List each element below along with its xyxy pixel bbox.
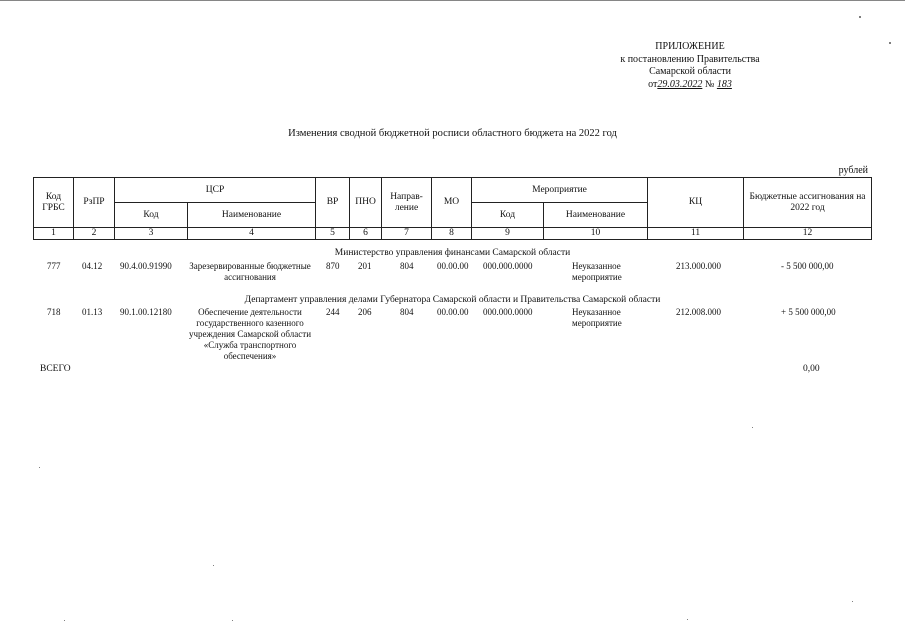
appendix-date-line (560, 79, 820, 92)
cell-direction: 804 (400, 261, 414, 271)
header-event-name: Наименование (544, 203, 648, 228)
scan-speck (852, 601, 853, 602)
cell-event-name: Неуказанное мероприятие (572, 307, 622, 328)
col-number: 11 (648, 228, 744, 240)
cell-csr-name: Зарезервированные бюджетные ассигнования (189, 261, 311, 282)
col-number: 7 (382, 228, 432, 240)
page-top-border (0, 0, 905, 1)
col-number: 9 (472, 228, 544, 240)
header-event: Мероприятие (472, 178, 648, 203)
appendix-region: Самарской области (649, 66, 731, 77)
cell-mo: 00.00.00 (437, 261, 469, 271)
header-mo: МО (432, 178, 472, 228)
header-pno: ПНО (350, 178, 382, 228)
total-value: 0,00 (803, 364, 820, 374)
header-vr: ВР (316, 178, 350, 228)
decree-number: 183 (716, 78, 732, 90)
cell-amount: + 5 500 000,00 (781, 307, 836, 317)
decree-date: 29.03.2022 (657, 78, 703, 90)
cell-kc: 212.008.000 (676, 307, 721, 317)
scan-speck (752, 427, 753, 428)
appendix-block (560, 41, 820, 91)
col-number: 1 (34, 228, 74, 240)
col-number: 4 (188, 228, 316, 240)
scan-speck (859, 16, 861, 18)
appendix-title: ПРИЛОЖЕНИЕ (655, 41, 725, 52)
from-label: от (648, 78, 658, 90)
cell-event-kod: 000.000.0000 (483, 261, 533, 271)
cell-direction: 804 (400, 307, 414, 317)
cell-grbs: 718 (47, 307, 61, 317)
cell-kc: 213.000.000 (676, 261, 721, 271)
header-kod-grbs: Код ГРБС (34, 178, 74, 228)
scan-speck (64, 620, 65, 621)
header-rzpr: РзПР (74, 178, 115, 228)
cell-rzpr: 01.13 (82, 307, 103, 317)
cell-csr-kod: 90.1.00.12180 (120, 307, 172, 317)
scan-speck (39, 467, 40, 468)
header-event-kod: Код (472, 203, 544, 228)
cell-mo: 00.00.00 (437, 307, 469, 317)
scan-speck (687, 619, 688, 620)
cell-csr-kod: 90.4.00.91990 (120, 261, 172, 271)
scan-speck (232, 620, 233, 621)
department-heading: Министерство управления финансами Самарской области (334, 248, 571, 258)
col-number: 10 (544, 228, 648, 240)
header-table (33, 177, 872, 240)
col-number: 12 (744, 228, 872, 240)
cell-vr: 244 (326, 307, 340, 317)
header-direction: Направ-ление (382, 178, 432, 228)
col-number: 8 (432, 228, 472, 240)
appendix-decree: к постановлению Правительства (620, 53, 760, 65)
scan-speck (213, 565, 214, 566)
number-label: № (704, 78, 715, 90)
cell-rzpr: 04.12 (82, 261, 103, 271)
header-kc: КЦ (648, 178, 744, 228)
cell-event-name: Неуказанное мероприятие (572, 261, 622, 282)
department-heading: Департамент управления делами Губернатора Самарской области и Правительства Самарской области (244, 295, 661, 305)
header-csr: ЦСР (115, 178, 316, 203)
col-number: 3 (115, 228, 188, 240)
header-csr-kod: Код (115, 203, 188, 228)
cell-csr-name: Обеспечение деятельности государственного казенного учреждения Самарской области «Служба транспортного обеспечения» (188, 307, 312, 361)
cell-amount: - 5 500 000,00 (781, 261, 834, 271)
col-number: 5 (316, 228, 350, 240)
cell-pno: 206 (358, 307, 372, 317)
col-number: 2 (74, 228, 115, 240)
header-csr-name: Наименование (188, 203, 316, 228)
header-budget: Бюджетные ассигнования на 2022 год (744, 178, 872, 228)
document-title: Изменения сводной бюджетной росписи областного бюджета на 2022 год (288, 128, 617, 139)
total-label: ВСЕГО (40, 364, 71, 374)
units-label: рублей (838, 165, 868, 176)
cell-vr: 870 (326, 261, 340, 271)
cell-grbs: 777 (47, 261, 61, 271)
col-number: 6 (350, 228, 382, 240)
cell-pno: 201 (358, 261, 372, 271)
cell-event-kod: 000.000.0000 (483, 307, 533, 317)
scan-speck (889, 42, 891, 44)
